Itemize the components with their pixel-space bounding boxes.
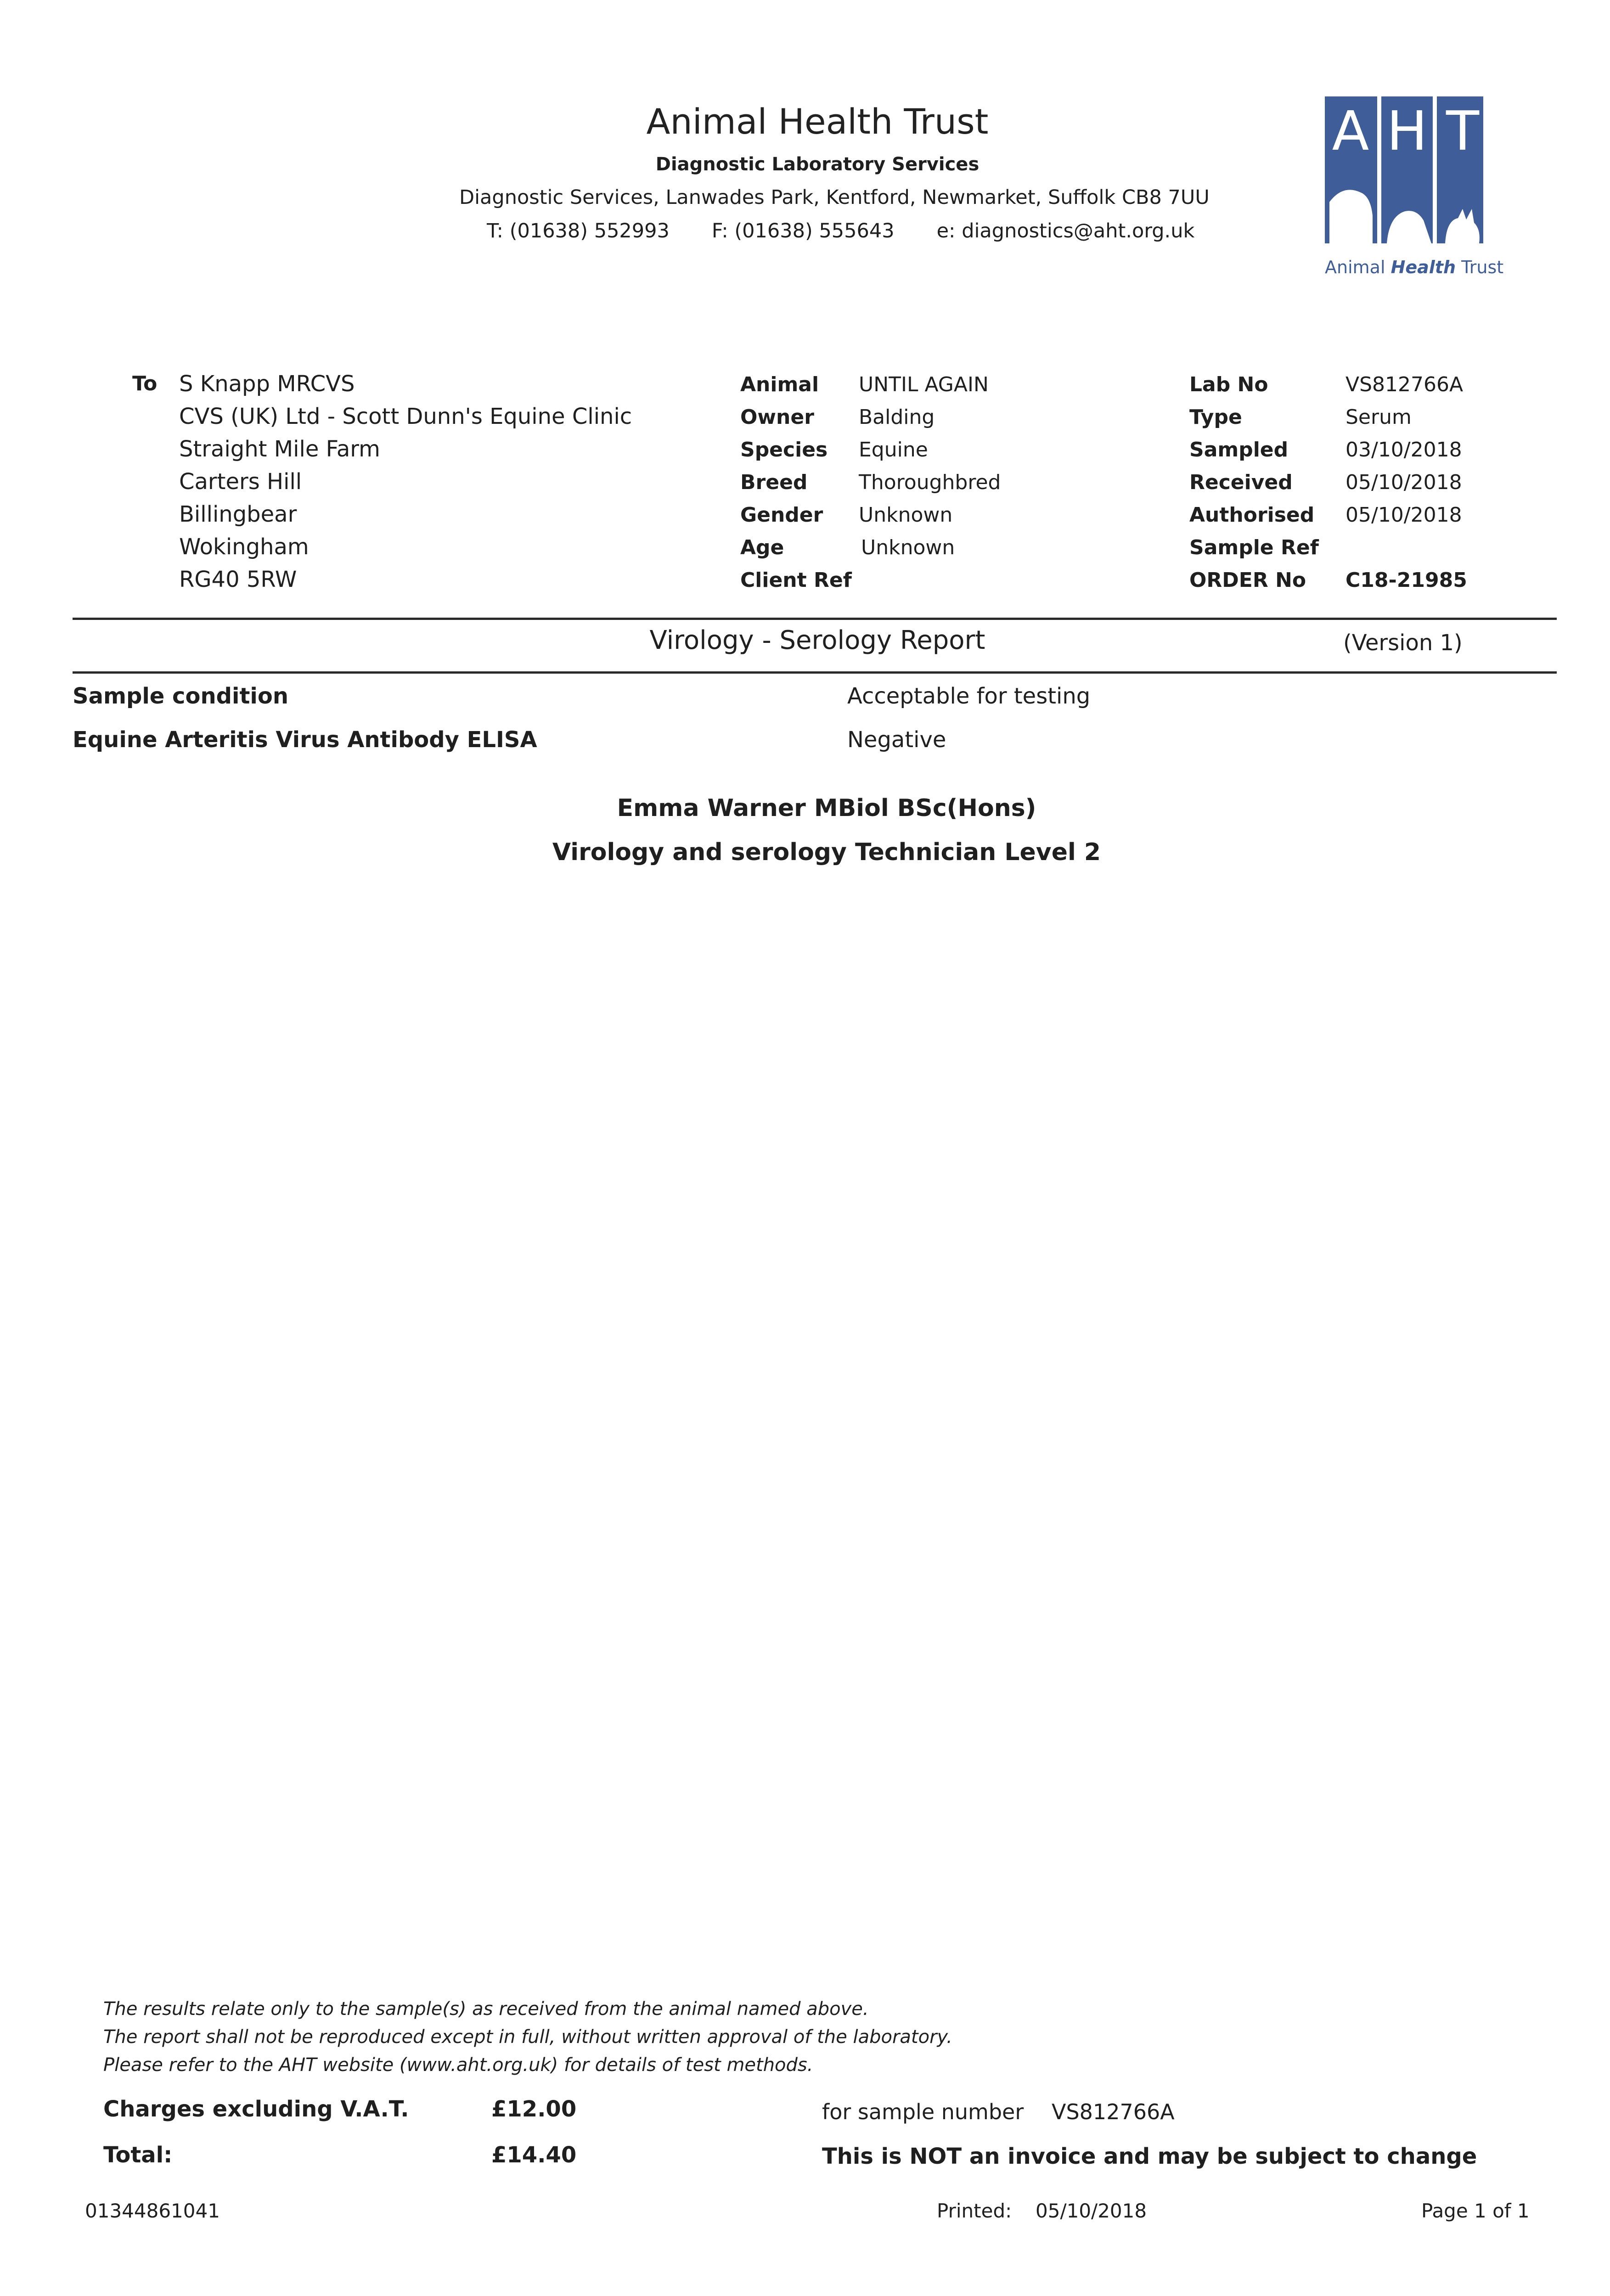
disclaimer-line: Please refer to the AHT website (www.aht.org.uk) for details of test methods. [103, 2054, 813, 2076]
disclaimer-line: The report shall not be reproduced except in full, without written approval of the laboratory. [103, 2026, 952, 2048]
sample-number-value: VS812766A [1052, 2099, 1175, 2124]
logo-letter-a: A [1332, 99, 1369, 163]
type-label: Type [1189, 405, 1242, 429]
fax-number: F: (01638) 555643 [711, 219, 895, 242]
gender-value: Unknown [859, 503, 953, 527]
authorised-label: Authorised [1189, 503, 1315, 527]
recipient-line: S Knapp MRCVS [179, 371, 355, 397]
total-value: £14.40 [491, 2142, 577, 2168]
gender-label: Gender [740, 503, 823, 527]
email-address: e: diagnostics@aht.org.uk [936, 219, 1195, 242]
sample-number-label: for sample number [822, 2099, 1024, 2124]
logo-caption: Animal Health Trust [1325, 257, 1504, 277]
sampled-value: 03/10/2018 [1345, 438, 1462, 461]
organisation-address: Diagnostic Services, Lanwades Park, Kentford, Newmarket, Suffolk CB8 7UU [459, 186, 1210, 209]
lab-no-value: VS812766A [1345, 373, 1464, 396]
invoice-notice: This is NOT an invoice and may be subject to change [822, 2144, 1477, 2169]
order-no-value: C18-21985 [1345, 568, 1467, 592]
recipient-line: Carters Hill [179, 469, 302, 495]
recipient-line: Billingbear [179, 501, 297, 527]
page-number: Page 1 of 1 [1421, 2200, 1530, 2222]
signatory-role: Virology and serology Technician Level 2 [552, 838, 1101, 866]
authorised-value: 05/10/2018 [1345, 503, 1462, 527]
recipient-line: Straight Mile Farm [179, 436, 380, 462]
total-label: Total: [103, 2142, 173, 2168]
result-value: Acceptable for testing [847, 683, 1091, 709]
recipient-line: CVS (UK) Ltd - Scott Dunn's Equine Clinic [179, 404, 632, 429]
charges-excl-value: £12.00 [491, 2096, 577, 2122]
result-label: Equine Arteritis Virus Antibody ELISA [73, 727, 537, 753]
disclaimer-line: The results relate only to the sample(s) as received from the animal named above. [103, 1998, 869, 2020]
footer-phone: 01344861041 [85, 2200, 220, 2222]
animal-label: Animal [740, 373, 819, 396]
printed-label: Printed: [937, 2200, 1012, 2222]
divider-bottom [73, 671, 1557, 674]
order-no-label: ORDER No [1189, 568, 1306, 592]
logo-letter-t: T [1446, 99, 1480, 163]
divider-top [73, 618, 1557, 620]
animal-silhouettes-icon [1325, 165, 1483, 243]
result-value: Negative [847, 727, 946, 753]
owner-value: Balding [859, 405, 935, 429]
breed-value: Thoroughbred [859, 471, 1001, 494]
species-value: Equine [859, 438, 928, 461]
charges-excl-label: Charges excluding V.A.T. [103, 2096, 409, 2122]
recipient-line: Wokingham [179, 534, 309, 560]
age-label: Age [740, 536, 784, 559]
organisation-subtitle: Diagnostic Laboratory Services [655, 154, 980, 175]
client-ref-label: Client Ref [740, 568, 852, 592]
sample-ref-label: Sample Ref [1189, 536, 1319, 559]
sampled-label: Sampled [1189, 438, 1289, 461]
logo-letter-h: H [1386, 99, 1428, 163]
age-value: Unknown [861, 536, 955, 559]
report-title: Virology - Serology Report [649, 625, 985, 655]
type-value: Serum [1345, 405, 1412, 429]
signatory-name: Emma Warner MBiol BSc(Hons) [617, 794, 1036, 822]
owner-label: Owner [740, 405, 814, 429]
organisation-title: Animal Health Trust [646, 101, 989, 142]
received-label: Received [1189, 471, 1293, 494]
phone-number: T: (01638) 552993 [487, 219, 670, 242]
to-label: To [132, 372, 158, 395]
lab-no-label: Lab No [1189, 373, 1268, 396]
printed-date: 05/10/2018 [1036, 2200, 1147, 2222]
animal-value: UNTIL AGAIN [859, 373, 989, 396]
aht-logo [1325, 96, 1483, 243]
recipient-line: RG40 5RW [179, 567, 297, 592]
organisation-contact [487, 219, 1237, 242]
result-label: Sample condition [73, 683, 289, 709]
received-value: 05/10/2018 [1345, 471, 1462, 494]
species-label: Species [740, 438, 828, 461]
report-version: (Version 1) [1343, 630, 1463, 656]
breed-label: Breed [740, 471, 808, 494]
